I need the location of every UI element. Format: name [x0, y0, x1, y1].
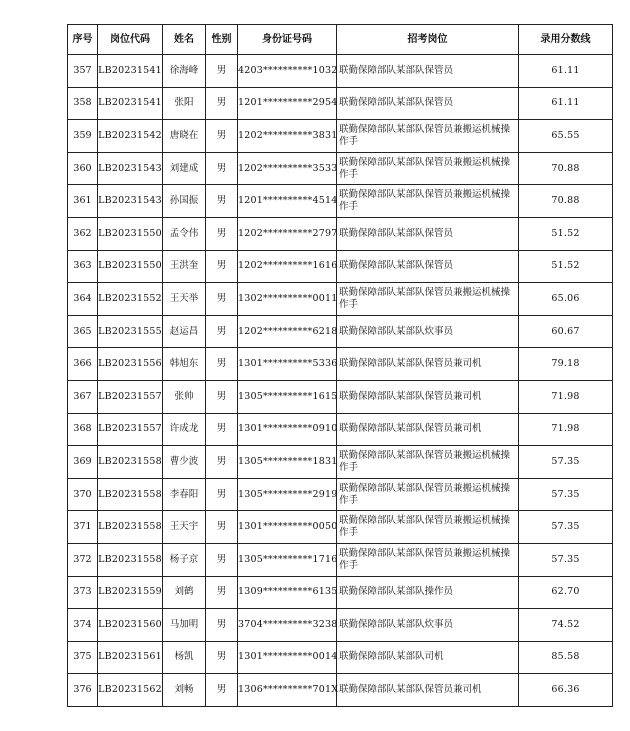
id-number-cell: 1309**********6135 — [238, 576, 337, 609]
serial-cell: 358 — [68, 87, 98, 120]
name-cell: 张阳 — [163, 87, 206, 120]
post-code-cell: LB20231561 — [98, 641, 163, 674]
sex-cell: 男 — [206, 446, 238, 479]
name-cell: 刘鹤 — [163, 576, 206, 609]
score-cell: 51.52 — [519, 217, 613, 250]
serial-cell: 361 — [68, 185, 98, 218]
post-code-cell: LB20231552 — [98, 283, 163, 316]
table-row — [68, 674, 613, 707]
header-sex: 性别 — [206, 25, 238, 55]
position-cell: 联勤保障部队某部队保管员兼司机 — [337, 674, 519, 707]
post-code-cell: LB20231542 — [98, 120, 163, 153]
position-cell: 联勤保障部队某部队保管员兼搬运机械操作手 — [337, 446, 519, 479]
post-code-cell: LB20231550 — [98, 250, 163, 283]
position-cell: 联勤保障部队某部队保管员兼司机 — [337, 380, 519, 413]
sex-cell: 男 — [206, 315, 238, 348]
serial-cell: 362 — [68, 217, 98, 250]
position-cell: 联勤保障部队某部队保管员 — [337, 87, 519, 120]
serial-cell: 369 — [68, 446, 98, 479]
sex-cell: 男 — [206, 185, 238, 218]
table-row — [68, 185, 613, 218]
sex-cell: 男 — [206, 576, 238, 609]
post-code-cell: LB20231558 — [98, 478, 163, 511]
post-code-cell: LB20231543 — [98, 185, 163, 218]
name-cell: 孟令伟 — [163, 217, 206, 250]
id-number-cell: 1301**********0014 — [238, 641, 337, 674]
name-cell: 刘畅 — [163, 674, 206, 707]
serial-cell: 359 — [68, 120, 98, 153]
name-cell: 李春阳 — [163, 478, 206, 511]
name-cell: 马加明 — [163, 609, 206, 642]
name-cell: 曹少波 — [163, 446, 206, 479]
serial-cell: 371 — [68, 511, 98, 544]
sex-cell: 男 — [206, 543, 238, 576]
sex-cell: 男 — [206, 217, 238, 250]
sex-cell: 男 — [206, 380, 238, 413]
table-row — [68, 543, 613, 576]
serial-cell: 357 — [68, 55, 98, 88]
position-cell: 联勤保障部队某部队炊事员 — [337, 609, 519, 642]
id-number-cell: 1202**********1616 — [238, 250, 337, 283]
id-number-cell: 1201**********4514 — [238, 185, 337, 218]
table-row — [68, 120, 613, 153]
sex-cell: 男 — [206, 348, 238, 381]
serial-cell: 366 — [68, 348, 98, 381]
id-number-cell: 1305**********1716 — [238, 543, 337, 576]
score-cell: 66.36 — [519, 674, 613, 707]
sex-cell: 男 — [206, 87, 238, 120]
name-cell: 王天宇 — [163, 511, 206, 544]
id-number-cell: 1305**********1831 — [238, 446, 337, 479]
table-row — [68, 348, 613, 381]
position-cell: 联勤保障部队某部队司机 — [337, 641, 519, 674]
name-cell: 刘建成 — [163, 152, 206, 185]
serial-cell: 368 — [68, 413, 98, 446]
id-number-cell: 1202**********6218 — [238, 315, 337, 348]
id-number-cell: 1305**********1615 — [238, 380, 337, 413]
position-cell: 联勤保障部队某部队保管员兼搬运机械操作手 — [337, 543, 519, 576]
sex-cell: 男 — [206, 641, 238, 674]
id-number-cell: 1306**********701X — [238, 674, 337, 707]
table-row — [68, 87, 613, 120]
post-code-cell: LB20231543 — [98, 152, 163, 185]
table-row — [68, 315, 613, 348]
id-number-cell: 3704**********3238 — [238, 609, 337, 642]
position-cell: 联勤保障部队某部队保管员 — [337, 55, 519, 88]
score-cell: 70.88 — [519, 152, 613, 185]
table-row — [68, 609, 613, 642]
score-cell: 57.35 — [519, 511, 613, 544]
name-cell: 杨凯 — [163, 641, 206, 674]
serial-cell: 365 — [68, 315, 98, 348]
position-cell: 联勤保障部队某部队保管员兼搬运机械操作手 — [337, 185, 519, 218]
id-number-cell: 1305**********2919 — [238, 478, 337, 511]
position-cell: 联勤保障部队某部队炊事员 — [337, 315, 519, 348]
serial-cell: 376 — [68, 674, 98, 707]
serial-cell: 372 — [68, 543, 98, 576]
name-cell: 张帅 — [163, 380, 206, 413]
name-cell: 孙国振 — [163, 185, 206, 218]
name-cell: 王洪奎 — [163, 250, 206, 283]
position-cell: 联勤保障部队某部队保管员兼搬运机械操作手 — [337, 283, 519, 316]
score-cell: 85.58 — [519, 641, 613, 674]
admission-table — [67, 24, 613, 707]
post-code-cell: LB20231555 — [98, 315, 163, 348]
post-code-cell: LB20231560 — [98, 609, 163, 642]
name-cell: 王天举 — [163, 283, 206, 316]
id-number-cell: 1301**********0050 — [238, 511, 337, 544]
table-row — [68, 511, 613, 544]
header-position: 招考岗位 — [337, 25, 519, 55]
table-body — [68, 55, 613, 707]
id-number-cell: 1202**********3831 — [238, 120, 337, 153]
sex-cell: 男 — [206, 55, 238, 88]
post-code-cell: LB20231556 — [98, 348, 163, 381]
serial-cell: 364 — [68, 283, 98, 316]
score-cell: 65.55 — [519, 120, 613, 153]
id-number-cell: 1201**********2954 — [238, 87, 337, 120]
table-row — [68, 380, 613, 413]
sex-cell: 男 — [206, 283, 238, 316]
serial-cell: 374 — [68, 609, 98, 642]
position-cell: 联勤保障部队某部队保管员 — [337, 250, 519, 283]
table-row — [68, 55, 613, 88]
table-row — [68, 413, 613, 446]
id-number-cell: 1301**********0910 — [238, 413, 337, 446]
serial-cell: 375 — [68, 641, 98, 674]
table-row — [68, 152, 613, 185]
score-cell: 71.98 — [519, 413, 613, 446]
table-row — [68, 217, 613, 250]
id-number-cell: 1302**********0011 — [238, 283, 337, 316]
score-cell: 60.67 — [519, 315, 613, 348]
table-row — [68, 250, 613, 283]
table-row — [68, 446, 613, 479]
post-code-cell: LB20231557 — [98, 413, 163, 446]
serial-cell: 373 — [68, 576, 98, 609]
post-code-cell: LB20231541 — [98, 87, 163, 120]
score-cell: 74.52 — [519, 609, 613, 642]
post-code-cell: LB20231558 — [98, 543, 163, 576]
score-cell: 70.88 — [519, 185, 613, 218]
score-cell: 71.98 — [519, 380, 613, 413]
header-post-code: 岗位代码 — [98, 25, 163, 55]
id-number-cell: 1301**********5336 — [238, 348, 337, 381]
sex-cell: 男 — [206, 511, 238, 544]
score-cell: 57.35 — [519, 446, 613, 479]
post-code-cell: LB20231558 — [98, 511, 163, 544]
score-cell: 57.35 — [519, 543, 613, 576]
score-cell: 61.11 — [519, 87, 613, 120]
serial-cell: 363 — [68, 250, 98, 283]
header-serial: 序号 — [68, 25, 98, 55]
table-row — [68, 576, 613, 609]
position-cell: 联勤保障部队某部队操作员 — [337, 576, 519, 609]
position-cell: 联勤保障部队某部队保管员兼搬运机械操作手 — [337, 120, 519, 153]
position-cell: 联勤保障部队某部队保管员兼搬运机械操作手 — [337, 511, 519, 544]
name-cell: 杨子京 — [163, 543, 206, 576]
sex-cell: 男 — [206, 250, 238, 283]
serial-cell: 367 — [68, 380, 98, 413]
name-cell: 徐海峰 — [163, 55, 206, 88]
name-cell: 唐晓在 — [163, 120, 206, 153]
header-score: 录用分数线 — [519, 25, 613, 55]
sex-cell: 男 — [206, 120, 238, 153]
score-cell: 57.35 — [519, 478, 613, 511]
id-number-cell: 1202**********2797 — [238, 217, 337, 250]
score-cell: 65.06 — [519, 283, 613, 316]
name-cell: 赵运昌 — [163, 315, 206, 348]
name-cell: 许成龙 — [163, 413, 206, 446]
sex-cell: 男 — [206, 413, 238, 446]
post-code-cell: LB20231557 — [98, 380, 163, 413]
position-cell: 联勤保障部队某部队保管员兼搬运机械操作手 — [337, 152, 519, 185]
header-id-number: 身份证号码 — [238, 25, 337, 55]
header-name: 姓名 — [163, 25, 206, 55]
sex-cell: 男 — [206, 674, 238, 707]
table-row — [68, 283, 613, 316]
position-cell: 联勤保障部队某部队保管员兼司机 — [337, 348, 519, 381]
name-cell: 韩旭东 — [163, 348, 206, 381]
id-number-cell: 4203**********1032 — [238, 55, 337, 88]
score-cell: 79.18 — [519, 348, 613, 381]
post-code-cell: LB20231558 — [98, 446, 163, 479]
score-cell: 62.70 — [519, 576, 613, 609]
position-cell: 联勤保障部队某部队保管员兼搬运机械操作手 — [337, 478, 519, 511]
position-cell: 联勤保障部队某部队保管员兼司机 — [337, 413, 519, 446]
post-code-cell: LB20231541 — [98, 55, 163, 88]
table-header — [68, 25, 613, 55]
score-cell: 51.52 — [519, 250, 613, 283]
sex-cell: 男 — [206, 478, 238, 511]
table-row — [68, 478, 613, 511]
post-code-cell: LB20231559 — [98, 576, 163, 609]
post-code-cell: LB20231550 — [98, 217, 163, 250]
post-code-cell: LB20231562 — [98, 674, 163, 707]
table-row — [68, 641, 613, 674]
sex-cell: 男 — [206, 609, 238, 642]
serial-cell: 370 — [68, 478, 98, 511]
score-cell: 61.11 — [519, 55, 613, 88]
header-row — [68, 25, 613, 55]
sex-cell: 男 — [206, 152, 238, 185]
serial-cell: 360 — [68, 152, 98, 185]
id-number-cell: 1202**********3533 — [238, 152, 337, 185]
position-cell: 联勤保障部队某部队保管员 — [337, 217, 519, 250]
